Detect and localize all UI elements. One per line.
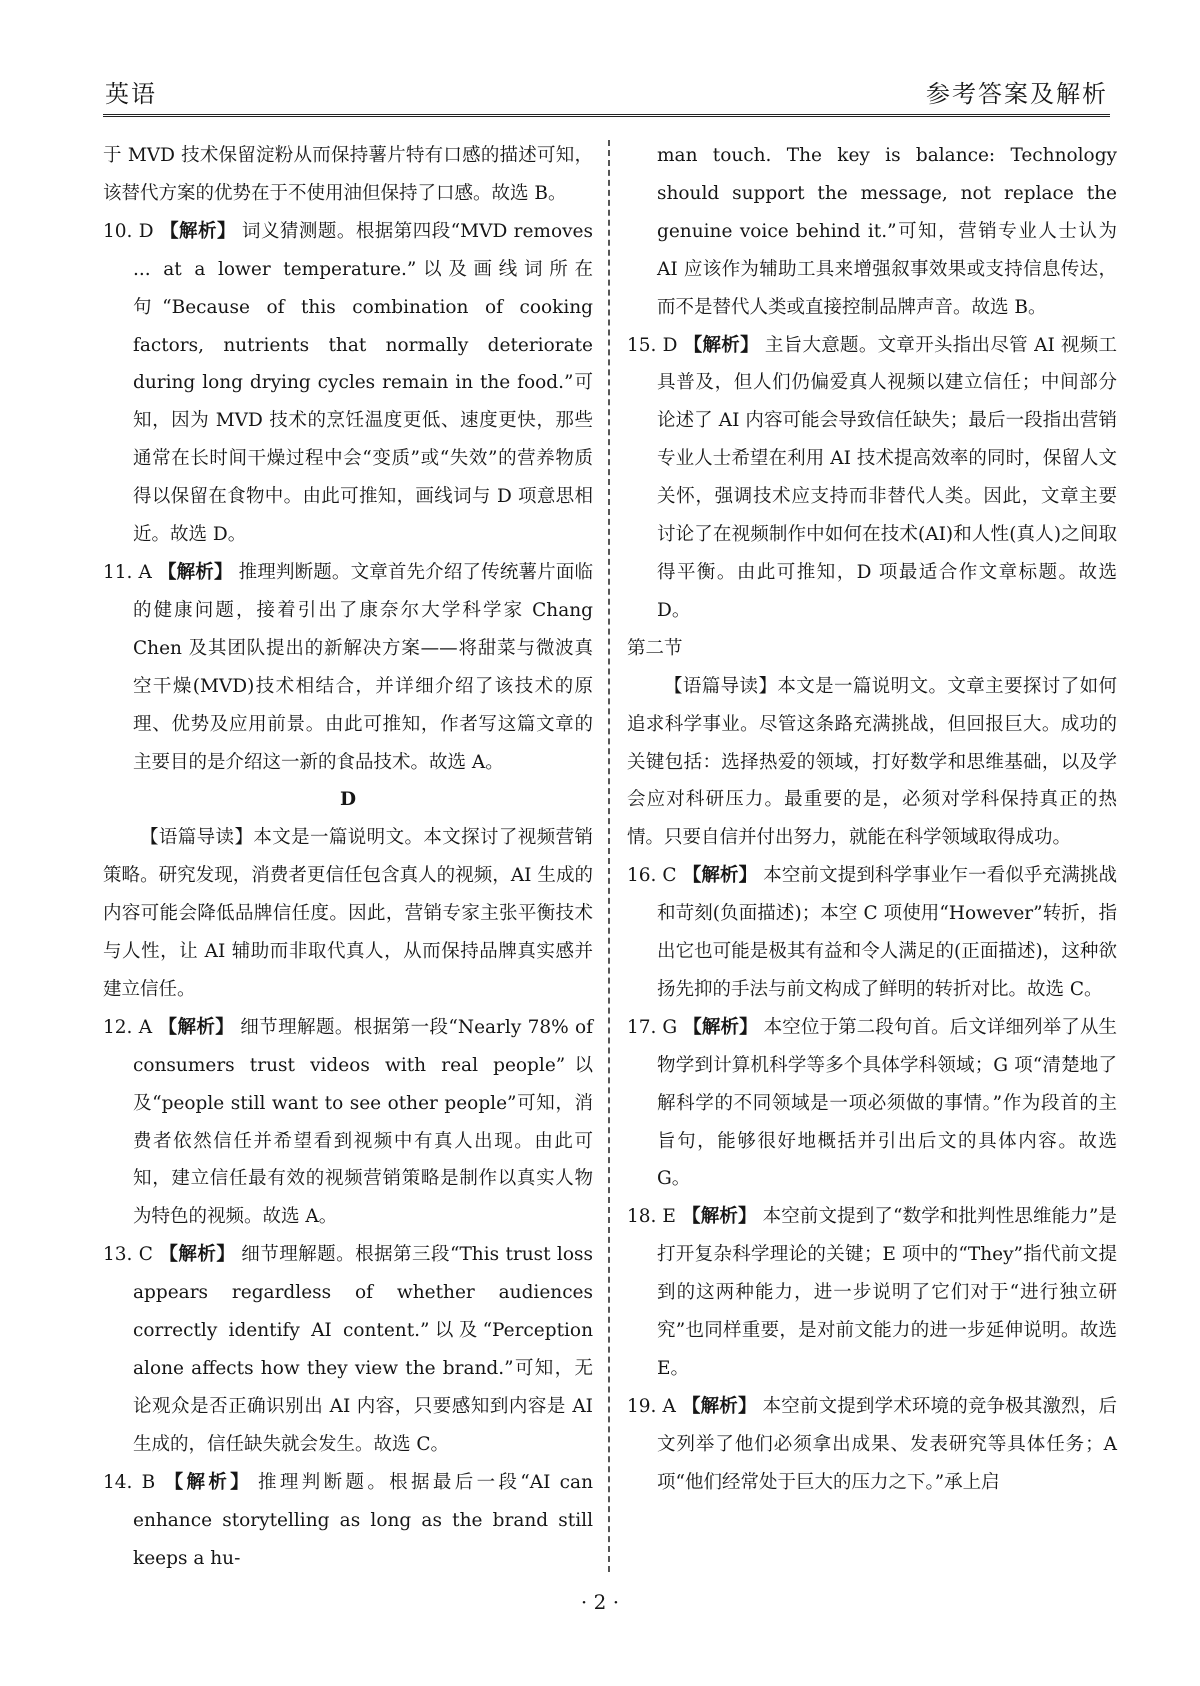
passage-guide xyxy=(103,819,593,1009)
analysis-tag: 【解析】 xyxy=(157,561,233,583)
answer-number: 14. B xyxy=(103,1471,156,1493)
answer-11 xyxy=(103,554,593,781)
analysis-tag: 【解析】 xyxy=(683,1016,758,1038)
section-heading: 第二节 xyxy=(627,637,683,659)
answer-body: 推理判断题。文章首先介绍了传统薯片面临的健康问题，接着引出了康奈尔大学科学家 Chang Chen 及其团队提出的新解决方案——将甜菜与微波真空干燥(MVD)技术相结合，并详细介绍了该技术的原理、优势及应用前景。由此可推知，作者写这篇文章的主要目的是介绍这一新的食品技术。故选 A。 xyxy=(133,561,593,773)
answer-number: 12. A xyxy=(103,1016,153,1038)
answer-18 xyxy=(627,1198,1117,1388)
section-label: 参考答案及解析 xyxy=(926,80,1108,108)
passage-guide xyxy=(627,668,1117,858)
answer-body: 本空前文提到了“数学和批判性思维能力”是打开复杂科学理论的关键；E 项中的“They”指代前文提到的这两种能力，进一步说明了它们对于“进行独立研究”也同样重要，是对前文能力的进一步延伸说明。故选 E。 xyxy=(657,1206,1117,1379)
analysis-tag: 【解析】 xyxy=(682,865,758,887)
page-header xyxy=(103,64,1110,117)
analysis-tag: 【解析】 xyxy=(161,1471,253,1493)
answer-16 xyxy=(627,857,1117,1009)
answer-number: 18. E xyxy=(627,1206,676,1228)
continued-text: man touch. The key is balance: Technology should support the message, not replace the genuine voice behind it.”可知，营销专业人士认为 AI 应该作为辅助工具来增强叙事效果或支持信息传达，而不是替代人类或直接控制品牌声音。故选 B。 xyxy=(657,145,1117,318)
analysis-tag: 【解析】 xyxy=(159,220,236,242)
analysis-tag: 【解析】 xyxy=(158,1016,235,1038)
answer-number: 17. G xyxy=(627,1016,678,1038)
answer-body: 主旨大意题。文章开头指出尽管 AI 视频工具普及，但人们仍偏爱真人视频以建立信任；中间部分论述了 AI 内容可能会导致信任缺失；最后一段指出营销专业人士希望在利用 AI 技术提高效率的同时，保留人文关怀，强调技术应支持而非替代人类。因此，文章主要讨论了在视频制作中如何在技术(AI)和人性(真人)之间取得平衡。由此可推知，D 项最适合作文章标题。故选 D。 xyxy=(657,334,1118,621)
answer-body: 词义猜测题。根据第四段“MVD removes ... at a lower temperature.”以及画线词所在句“Because of this combination of cooking factors, nutrients that normally deteriorate during long drying cycles remain in the food.”可知，因为 MVD 技术的烹饪温度更低、速度更快，那些通常在长时间干燥过程中会“变质”或“失效”的营养物质得以保留在食物中。由此可推知，画线词与 D 项意思相近。故选 D。 xyxy=(133,220,593,546)
answer-body: 细节理解题。根据第三段“This trust loss appears regardless of whether audiences correctly identify AI content.”以及“Perception alone affects how they view the brand.”可知，无论观众是否正确识别出 AI 内容，只要感知到内容是 AI 生成的，信任缺失就会发生。故选 C。 xyxy=(133,1244,593,1455)
answer-number: 11. A xyxy=(103,561,152,583)
answer-10 xyxy=(103,213,593,554)
subject-label: 英语 xyxy=(105,80,157,108)
analysis-tag: 【解析】 xyxy=(681,1395,757,1417)
guide-body: 本文是一篇说明文。文章主要探讨了如何追求科学事业。尽管这条路充满挑战，但回报巨大。成功的关键包括：选择热爱的领域，打好数学和思维基础，以及学会应对科研压力。最重要的是，必须对学科保持真正的热情。只要自信并付出努力，就能在科学领域取得成功。 xyxy=(627,675,1117,849)
answer-body: 本空前文提到学术环境的竞争极其激烈，后文列举了他们必须拿出成果、发表研究等具体任务；A 项“他们经常处于巨大的压力之下。”承上启 xyxy=(657,1395,1117,1493)
guide-body: 本文是一篇说明文。本文探讨了视频营销策略。研究发现，消费者更信任包含真人的视频，AI 生成的内容可能会降低品牌信任度。因此，营销专家主张平衡技术与人性，让 AI 辅助而非取代真人，从而保持品牌真实感并建立信任。 xyxy=(103,827,593,1000)
answer-number: 19. A xyxy=(627,1395,676,1417)
answer-17 xyxy=(627,1009,1117,1199)
analysis-tag: 【解析】 xyxy=(681,1206,757,1228)
answer-12 xyxy=(103,1009,593,1236)
analysis-tag: 【解析】 xyxy=(683,334,759,356)
answer-15 xyxy=(627,327,1117,630)
answer-number: 15. D xyxy=(627,334,678,356)
answer-14 xyxy=(103,1464,593,1578)
answer-number: 13. C xyxy=(103,1244,153,1266)
page-number: · 2 · xyxy=(580,1590,620,1614)
answer-13 xyxy=(103,1236,593,1463)
guide-tag: 【语篇导读】 xyxy=(664,675,778,697)
answer-body: 本空位于第二段句首。后文详细列举了从生物学到计算机科学等多个具体学科领域；G 项“清楚地了解科学的不同领域是一项必须做的事情。”作为段首的主旨句，能够很好地概括并引出后文的具体内容。故选 G。 xyxy=(657,1016,1117,1190)
answer-number: 10. D xyxy=(103,220,154,242)
answer-number: 16. C xyxy=(627,865,677,887)
column-divider xyxy=(608,140,610,1572)
answer-body: 推理判断题。根据最后一段“AI can enhance storytelling as long as the brand still keeps a hu- xyxy=(133,1471,593,1569)
answer-19 xyxy=(627,1388,1117,1502)
answer-body: 本空前文提到科学事业乍一看似乎充满挑战和苛刻(负面描述)；本空 C 项使用“However”转折，指出它也可能是极其有益和令人满足的(正面描述)，这种欲扬先抑的手法与前文构成了鲜明的转折对比。故选 C。 xyxy=(657,865,1117,1000)
passage-heading: D xyxy=(339,789,357,811)
analysis-tag: 【解析】 xyxy=(158,1244,236,1266)
right-column xyxy=(627,137,1117,1502)
left-column xyxy=(103,137,593,1577)
guide-tag: 【语篇导读】 xyxy=(140,827,254,849)
continued-text: 于 MVD 技术保留淀粉从而保持薯片特有口感的描述可知，该替代方案的优势在于不使用油但保持了口感。故选 B。 xyxy=(103,145,593,204)
answer-body: 细节理解题。根据第一段“Nearly 78% of consumers trust videos with real people”以及“people still want to see other people”可知，消费者依然信任并希望看到视频中有真人出现。由此可知，建立信任最有效的视频营销策略是制作以真实人物为特色的视频。故选 A。 xyxy=(133,1016,593,1228)
